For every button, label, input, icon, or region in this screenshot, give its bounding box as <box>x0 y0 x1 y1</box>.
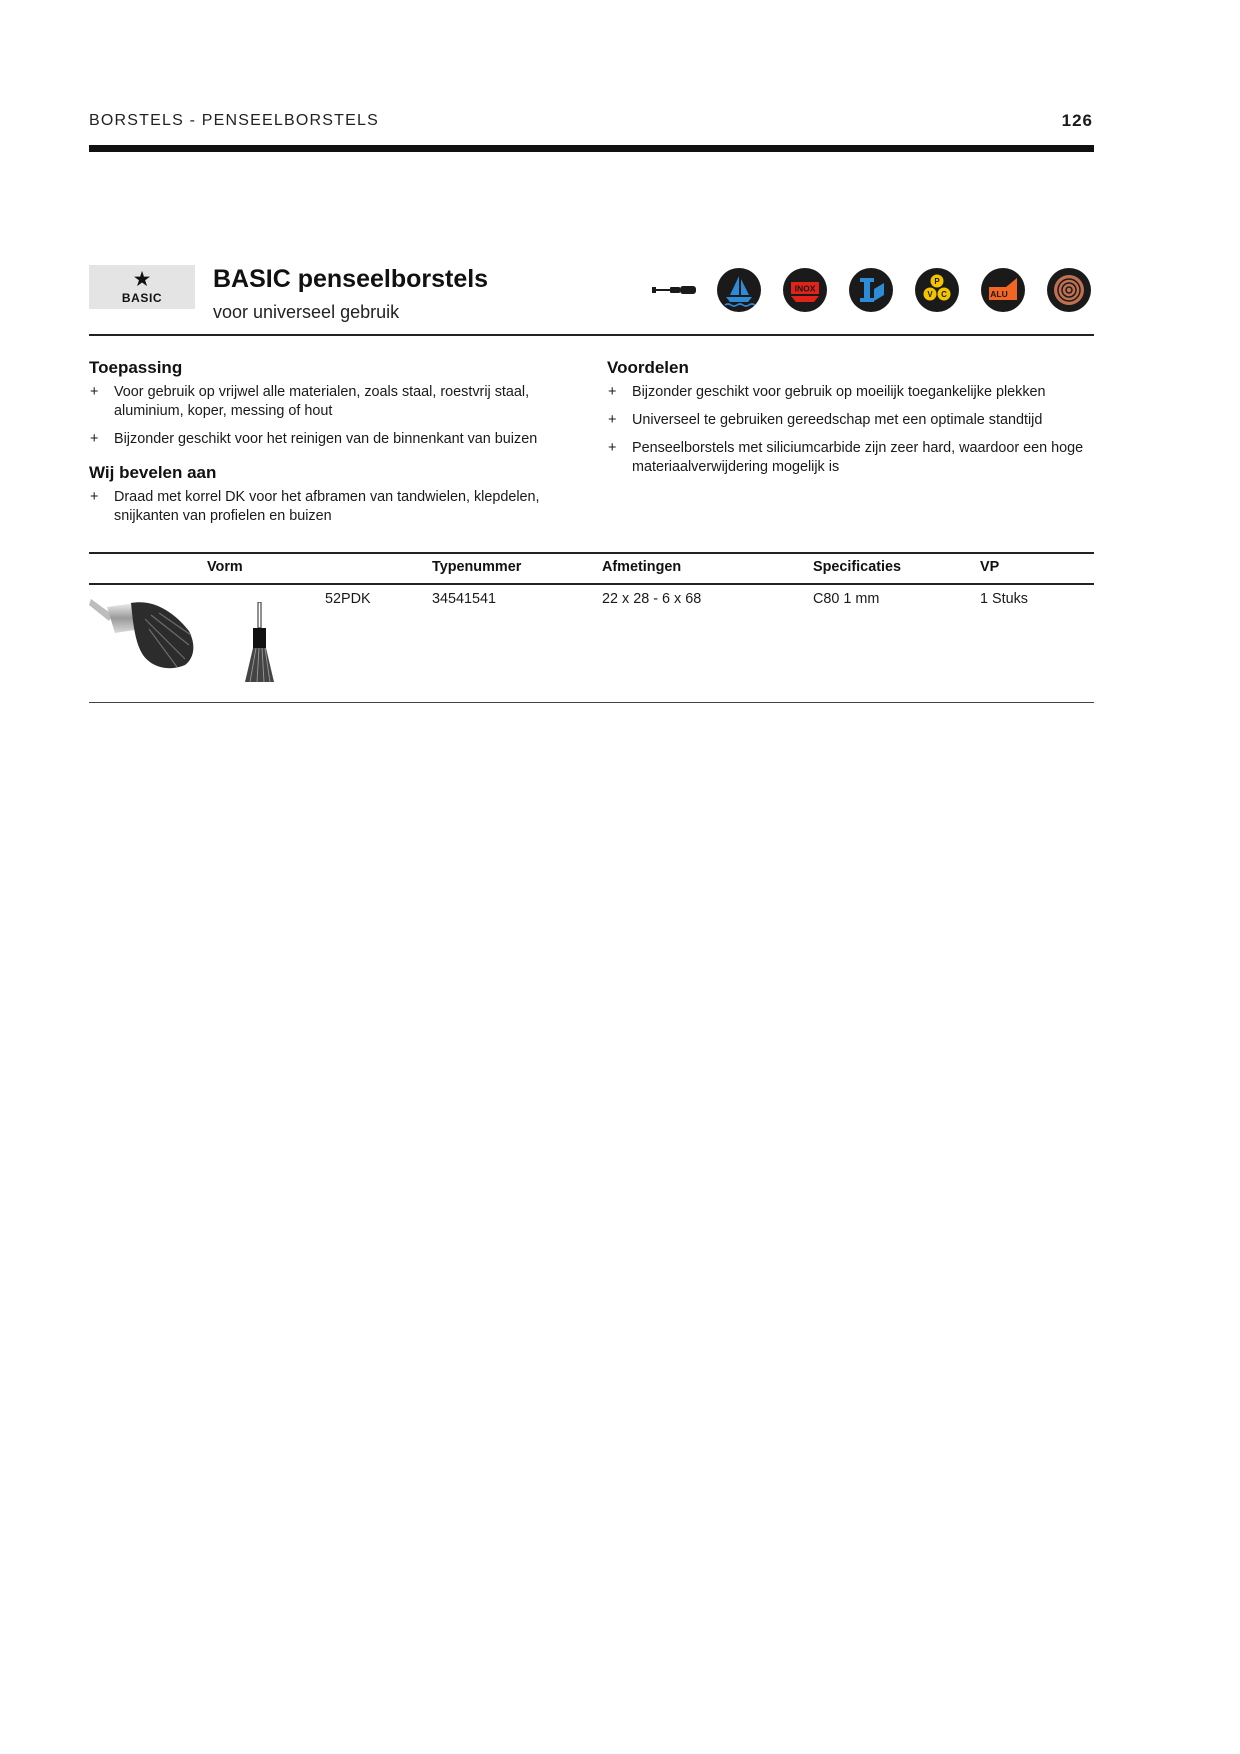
header-specificaties: Specificaties <box>813 559 901 575</box>
section-title: BORSTELS - PENSEELBORSTELS <box>89 112 379 129</box>
drill-tool-icon <box>650 267 700 313</box>
cell-vp: 1 Stuks <box>980 591 1028 607</box>
cell-vorm: 52PDK <box>325 591 371 607</box>
right-column <box>607 358 1087 486</box>
alu-icon <box>980 267 1026 313</box>
cell-afmetingen: 22 x 28 - 6 x 68 <box>602 591 702 607</box>
header-afmetingen: Afmetingen <box>602 559 682 575</box>
voordelen-heading: Voordelen <box>607 358 689 377</box>
pvc-letter-p: P <box>934 277 940 286</box>
product-title: BASIC penseelborstels <box>213 265 489 293</box>
table-header-rule <box>89 583 1094 585</box>
pvc-letter-c: C <box>941 290 947 299</box>
voordelen-item: + Bijzonder geschikt voor gebruik op moeilijk toegankelijke plekken <box>607 383 1087 402</box>
inox-icon <box>782 267 828 313</box>
voordelen-item: + Penseelborstels met siliciumcarbide zijn zeer hard, waardoor een hoge materiaalverwijdering mogelijk is <box>607 439 1087 477</box>
boat-icon <box>716 267 762 313</box>
toepassing-item: + Bijzonder geschikt voor het reinigen van de binnenkant van buizen <box>89 430 569 449</box>
star-icon: ★ <box>132 268 152 291</box>
header-typenummer: Typenummer <box>432 559 522 575</box>
voordelen-item: + Universeel te gebruiken gereedschap met een optimale standtijd <box>607 411 1087 430</box>
product-subtitle: voor universeel gebruik <box>213 302 400 322</box>
cell-specificaties: C80 1 mm <box>813 591 880 607</box>
brush-photo <box>89 589 197 673</box>
aanbevelen-heading: Wij bevelen aan <box>89 463 217 482</box>
aanbevelen-item: + Draad met korrel DK voor het afbramen van tandwielen, klepdelen, snijkanten van profielen en buizen <box>89 488 569 526</box>
basic-badge <box>89 265 195 309</box>
pvc-letter-v: V <box>927 290 933 299</box>
toepassing-item: + Voor gebruik op vrijwel alle materialen, zoals staal, roestvrij staal, aluminium, koper, messing of hout <box>89 383 569 421</box>
title-divider <box>89 334 1094 336</box>
left-column <box>89 358 569 535</box>
header-vp: VP <box>980 559 1000 575</box>
brush-shape-icon <box>244 602 276 684</box>
badge-label: BASIC <box>121 291 163 305</box>
material-icon-row <box>650 267 1094 313</box>
cell-typenummer: 34541541 <box>432 591 497 607</box>
table-bottom-rule <box>89 702 1094 703</box>
header-vorm: Vorm <box>207 559 243 575</box>
page-number: 126 <box>1061 111 1093 130</box>
wood-icon <box>1046 267 1092 313</box>
steel-beam-icon <box>848 267 894 313</box>
toepassing-heading: Toepassing <box>89 358 183 377</box>
inox-label: INOX <box>794 283 816 294</box>
table-top-rule <box>89 552 1094 554</box>
pvc-icon <box>914 267 960 313</box>
header-divider <box>89 145 1094 152</box>
alu-label: ALU <box>990 289 1008 299</box>
